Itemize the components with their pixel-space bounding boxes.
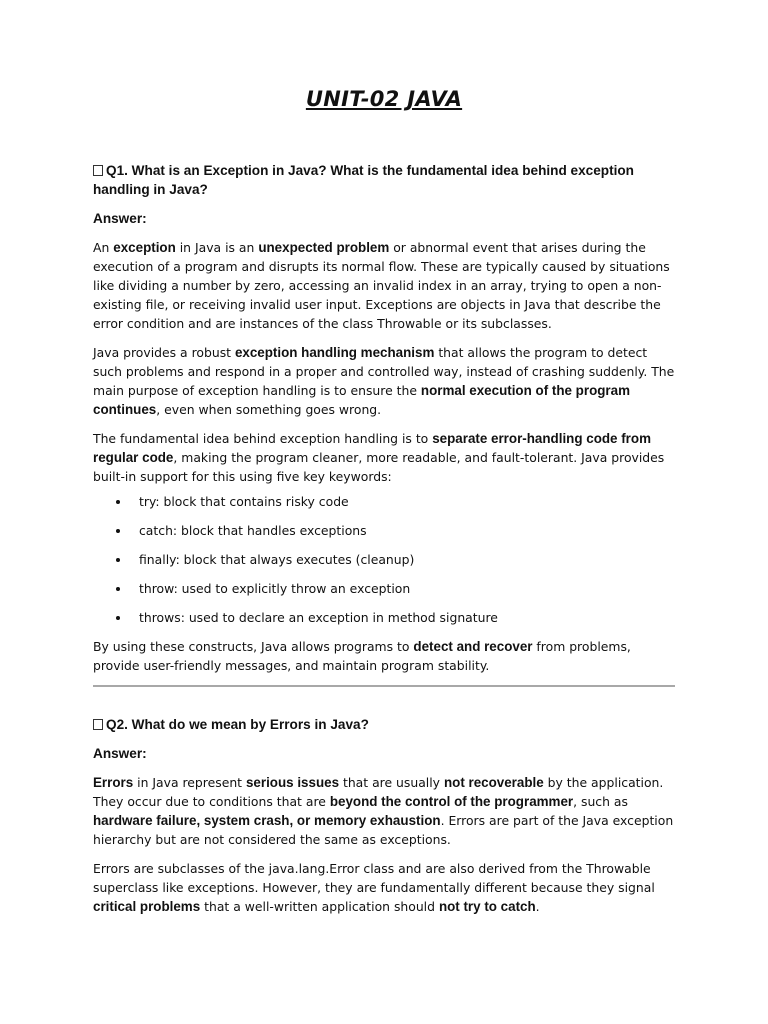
answer-2-label: Answer: bbox=[93, 746, 147, 761]
bold-term: hardware failure, system crash, or memory exhaustion bbox=[93, 813, 441, 828]
answer-2-paragraph-1 bbox=[93, 773, 675, 849]
answer-1-paragraph-1 bbox=[93, 238, 675, 333]
text-run: from problems, provide user-friendly messages, and maintain program stability. bbox=[93, 639, 631, 673]
keyword-list bbox=[93, 492, 675, 627]
text-run: , making the program cleaner, more readable, and fault-tolerant. Java provides built-in support for this using five key keywords: bbox=[93, 450, 665, 484]
text-run: or abnormal event that arises during the execution of a program and disrupts its normal flow. These are typically caused by situations like dividing a number by zero, accessing an invalid index in an array, trying to open a non-existing file, or receiving invalid user input. Exceptions are objects in Java that describe the error condition and are instances of the class Throwable or its subclasses. bbox=[93, 240, 670, 331]
section-divider bbox=[93, 685, 675, 687]
list-item-try: try: block that contains risky code bbox=[139, 492, 675, 511]
answer-1-paragraph-2 bbox=[93, 343, 675, 419]
missing-glyph-icon bbox=[93, 719, 103, 730]
text-run: in Java is an bbox=[175, 240, 259, 255]
text-run: that allows the program to detect such problems and respond in a proper and controlled way, instead of crashing suddenly. The main purpose of exception handling is to ensure the bbox=[93, 345, 675, 398]
text-run: Java provides a robust bbox=[93, 345, 235, 360]
list-item-catch: catch: block that handles exceptions bbox=[139, 521, 675, 540]
text-run: . Errors are part of the Java exception hierarchy but are not considered the same as exceptions. bbox=[93, 813, 674, 847]
list-item-throws: throws: used to declare an exception in method signature bbox=[139, 608, 675, 627]
bold-term: exception handling mechanism bbox=[234, 345, 435, 360]
answer-1-label: Answer: bbox=[93, 211, 147, 226]
bold-term: Errors bbox=[93, 775, 134, 790]
bold-term: detect and recover bbox=[413, 639, 533, 654]
question-2-heading bbox=[93, 715, 675, 734]
bold-term: serious issues bbox=[245, 775, 340, 790]
bold-term: critical problems bbox=[93, 899, 201, 914]
bold-term: exception bbox=[113, 240, 176, 255]
document-title: UNIT-02 JAVA bbox=[305, 87, 463, 111]
text-run: Errors are subclasses of the java.lang.Error class and are also derived from the Throwable superclass like exceptions. However, they are fundamentally different because they signal bbox=[93, 861, 655, 895]
text-run: , such as bbox=[573, 794, 628, 809]
question-1-heading bbox=[93, 161, 675, 199]
answer-1-paragraph-4 bbox=[93, 637, 675, 675]
text-run: The fundamental idea behind exception handling is to bbox=[93, 431, 433, 446]
bold-term: not recoverable bbox=[443, 775, 544, 790]
question-1-text: Q1. What is an Exception in Java? What is the fundamental idea behind exception handling in Java? bbox=[93, 163, 634, 197]
missing-glyph-icon bbox=[93, 165, 103, 176]
text-run: An bbox=[93, 240, 114, 255]
bold-term: unexpected problem bbox=[258, 240, 390, 255]
list-item-throw: throw: used to explicitly throw an exception bbox=[139, 579, 675, 598]
text-run: By using these constructs, Java allows programs to bbox=[93, 639, 414, 654]
question-2-text: Q2. What do we mean by Errors in Java? bbox=[106, 717, 369, 732]
answer-2-paragraph-2 bbox=[93, 859, 675, 916]
list-item-finally: finally: block that always executes (cleanup) bbox=[139, 550, 675, 569]
text-run: in Java represent bbox=[133, 775, 246, 790]
bold-term: not try to catch bbox=[438, 899, 536, 914]
text-run: , even when something goes wrong. bbox=[156, 402, 382, 417]
text-run: by the application. They occur due to conditions that are bbox=[93, 775, 664, 809]
bold-term: separate error-handling code from regular code bbox=[93, 431, 651, 465]
text-run: . bbox=[535, 899, 540, 914]
bold-term: beyond the control of the programmer bbox=[329, 794, 574, 809]
answer-1-paragraph-3 bbox=[93, 429, 675, 486]
bold-term: normal execution of the program continues bbox=[93, 383, 630, 417]
text-run: that are usually bbox=[339, 775, 444, 790]
text-run: that a well-written application should bbox=[200, 899, 439, 914]
